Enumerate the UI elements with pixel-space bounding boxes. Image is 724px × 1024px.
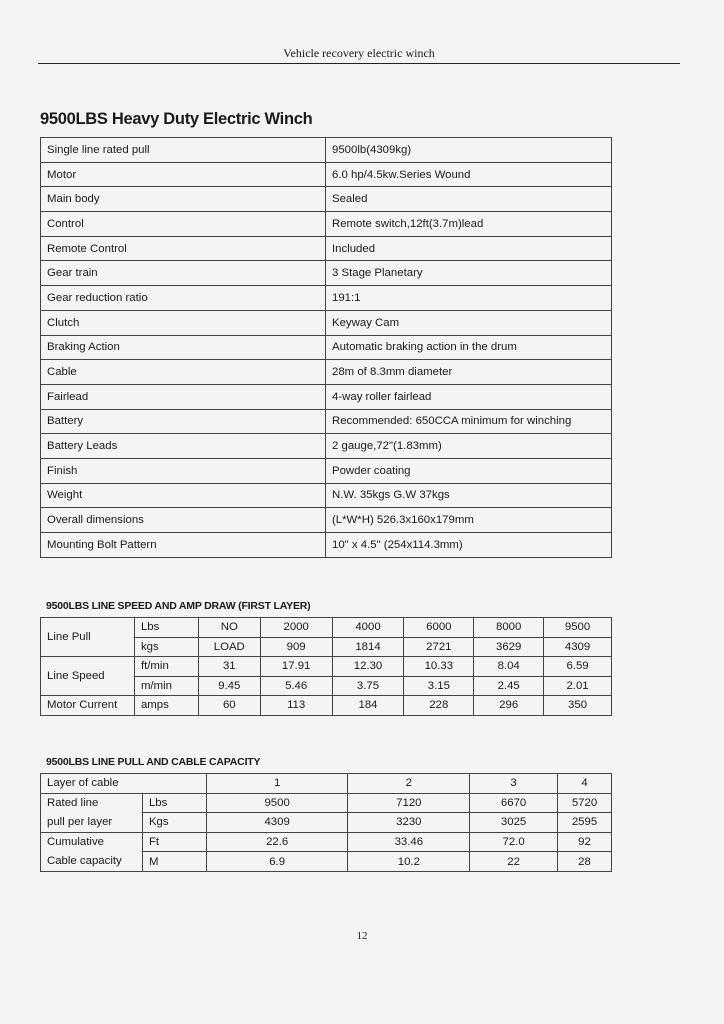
rated-line-label: Rated line — [41, 793, 143, 813]
table-row — [41, 335, 612, 360]
spec-value: 9500lb(4309kg) — [326, 138, 612, 163]
spec-table-body — [41, 138, 612, 558]
value-cell: 10.2 — [348, 852, 470, 872]
value-cell: 3025 — [470, 813, 558, 833]
value-cell: 9500 — [206, 793, 348, 813]
table-row — [41, 384, 612, 409]
motor-current-label: Motor Current — [41, 696, 135, 716]
value-cell: 2.01 — [544, 676, 612, 696]
spec-value: 28m of 8.3mm diameter — [326, 360, 612, 385]
value-cell: 3.75 — [332, 676, 404, 696]
value-cell: 296 — [474, 696, 544, 716]
spec-label: Fairlead — [41, 384, 326, 409]
value-cell: 72.0 — [470, 832, 558, 852]
table-row — [41, 434, 612, 459]
table-row — [41, 162, 612, 187]
value-cell: 6.59 — [544, 657, 612, 677]
spec-label: Main body — [41, 187, 326, 212]
table-row — [41, 852, 612, 872]
value-cell: 28 — [558, 852, 612, 872]
value-cell: 2000 — [260, 618, 332, 638]
table-row — [41, 360, 612, 385]
line-speed-label: Line Speed — [41, 657, 135, 696]
value-cell: 4309 — [544, 637, 612, 657]
spec-label: Battery Leads — [41, 434, 326, 459]
spec-value: Automatic braking action in the drum — [326, 335, 612, 360]
unit-cell: Ft — [142, 832, 206, 852]
value-cell: 33.46 — [348, 832, 470, 852]
spec-value: Keyway Cam — [326, 310, 612, 335]
spec-value: Remote switch,12ft(3.7m)lead — [326, 212, 612, 237]
spec-label: Control — [41, 212, 326, 237]
value-cell: NO — [198, 618, 260, 638]
spec-value: (L*W*H) 526.3x160x179mm — [326, 508, 612, 533]
layer-header: 3 — [470, 774, 558, 794]
table-row — [41, 657, 612, 677]
spec-value: 10" x 4.5" (254x114.3mm) — [326, 533, 612, 558]
value-cell: 3230 — [348, 813, 470, 833]
page-number: 12 — [356, 930, 368, 942]
table-row — [41, 187, 612, 212]
page-title: 9500LBS Heavy Duty Electric Winch — [40, 110, 313, 128]
table-row — [41, 261, 612, 286]
spec-label: Single line rated pull — [41, 138, 326, 163]
spec-label: Mounting Bolt Pattern — [41, 533, 326, 558]
layer-header: 4 — [558, 774, 612, 794]
table-row — [41, 774, 612, 794]
spec-value: 191:1 — [326, 286, 612, 311]
table-row — [41, 212, 612, 237]
value-cell: 3629 — [474, 637, 544, 657]
table-row — [41, 483, 612, 508]
value-cell: 5.46 — [260, 676, 332, 696]
spec-value: Included — [326, 236, 612, 261]
table-row — [41, 793, 612, 813]
table-row — [41, 286, 612, 311]
layer-header: 1 — [206, 774, 348, 794]
value-cell: 2.45 — [474, 676, 544, 696]
value-cell: 2721 — [404, 637, 474, 657]
value-cell: 3.15 — [404, 676, 474, 696]
table-row — [41, 458, 612, 483]
value-cell: 1814 — [332, 637, 404, 657]
value-cell: 4000 — [332, 618, 404, 638]
spec-label: Overall dimensions — [41, 508, 326, 533]
value-cell: 8.04 — [474, 657, 544, 677]
value-cell: 9500 — [544, 618, 612, 638]
table-row — [41, 508, 612, 533]
value-cell: 8000 — [474, 618, 544, 638]
capacity-section-title: 9500LBS LINE PULL AND CABLE CAPACITY — [46, 756, 261, 768]
table-row — [41, 832, 612, 852]
spec-label: Clutch — [41, 310, 326, 335]
page-header: Vehicle recovery electric winch — [38, 46, 680, 64]
table-row — [41, 138, 612, 163]
table-row — [41, 310, 612, 335]
value-cell: 5720 — [558, 793, 612, 813]
value-cell: 7120 — [348, 793, 470, 813]
value-cell: 60 — [198, 696, 260, 716]
spec-value: 3 Stage Planetary — [326, 261, 612, 286]
value-cell: 31 — [198, 657, 260, 677]
value-cell: 22.6 — [206, 832, 348, 852]
speed-table — [40, 617, 612, 716]
cumulative-label: Cumulative — [41, 832, 143, 852]
spec-label: Cable — [41, 360, 326, 385]
capacity-table — [40, 773, 612, 872]
value-cell: 10.33 — [404, 657, 474, 677]
table-row — [41, 236, 612, 261]
unit-cell: M — [142, 852, 206, 872]
spec-label: Battery — [41, 409, 326, 434]
table-row — [41, 533, 612, 558]
value-cell: 909 — [260, 637, 332, 657]
value-cell: 4309 — [206, 813, 348, 833]
cable-capacity-label: Cable capacity — [41, 852, 143, 872]
unit-cell: Lbs — [134, 618, 198, 638]
spec-value: 4-way roller fairlead — [326, 384, 612, 409]
layer-header: 2 — [348, 774, 470, 794]
unit-cell: kgs — [134, 637, 198, 657]
value-cell: 184 — [332, 696, 404, 716]
value-cell: 9.45 — [198, 676, 260, 696]
spec-label: Motor — [41, 162, 326, 187]
line-pull-label: Line Pull — [41, 618, 135, 657]
spec-label: Gear reduction ratio — [41, 286, 326, 311]
value-cell: 92 — [558, 832, 612, 852]
value-cell: 113 — [260, 696, 332, 716]
table-row — [41, 409, 612, 434]
value-cell: 6.9 — [206, 852, 348, 872]
value-cell: 228 — [404, 696, 474, 716]
spec-label: Gear train — [41, 261, 326, 286]
value-cell: 12.30 — [332, 657, 404, 677]
unit-cell: m/min — [134, 676, 198, 696]
spec-table — [40, 137, 612, 558]
spec-value: 6.0 hp/4.5kw.Series Wound — [326, 162, 612, 187]
spec-value: N.W. 35kgs G.W 37kgs — [326, 483, 612, 508]
spec-value: Recommended: 650CCA minimum for winching — [326, 409, 612, 434]
unit-cell: Lbs — [142, 793, 206, 813]
table-row — [41, 696, 612, 716]
spec-label: Finish — [41, 458, 326, 483]
spec-value: 2 gauge,72"(1.83mm) — [326, 434, 612, 459]
value-cell: 2595 — [558, 813, 612, 833]
spec-label: Weight — [41, 483, 326, 508]
pull-per-layer-label: pull per layer — [41, 813, 143, 833]
speed-section-title: 9500LBS LINE SPEED AND AMP DRAW (FIRST LAYER) — [46, 600, 311, 612]
spec-value: Powder coating — [326, 458, 612, 483]
layer-label: Layer of cable — [41, 774, 207, 794]
value-cell: 17.91 — [260, 657, 332, 677]
table-row — [41, 813, 612, 833]
unit-cell: Kgs — [142, 813, 206, 833]
table-row — [41, 618, 612, 638]
value-cell: 6000 — [404, 618, 474, 638]
spec-value: Sealed — [326, 187, 612, 212]
value-cell: LOAD — [198, 637, 260, 657]
value-cell: 6670 — [470, 793, 558, 813]
spec-label: Braking Action — [41, 335, 326, 360]
unit-cell: ft/min — [134, 657, 198, 677]
value-cell: 22 — [470, 852, 558, 872]
unit-cell: amps — [134, 696, 198, 716]
value-cell: 350 — [544, 696, 612, 716]
spec-label: Remote Control — [41, 236, 326, 261]
